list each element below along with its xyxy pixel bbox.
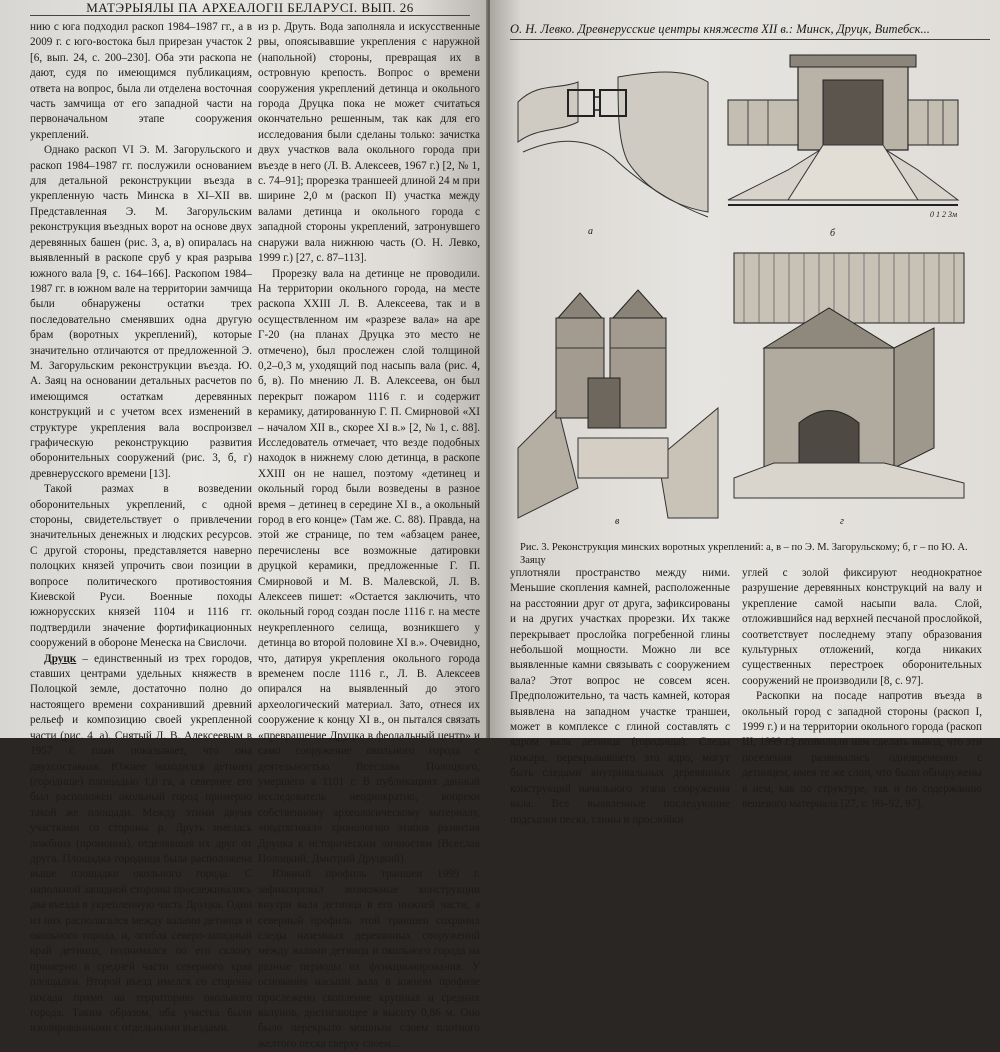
paragraph-text: Южный профиль траншеи 1999 г. зафиксировал возможные конструкции внутри вала детинца в его нижней части, а северный профиль этой траншеи сохранил следы наземных деревянных сооружений между валами детинца и окольного города на разные периоды их функционирования. У основания насыпи вала в южном профиле прослежено скопление крупных и средних валунов, достигающее в высоту 0,86 м. Оно было перекрыто мощным слоем плотного желтого песка сверху слоем... [258, 868, 480, 1050]
paragraph-text: из р. Друть. Вода заполняла и искусственные рвы, опоясывавшие укрепления с наружной (напольной) стороны, превращая их в островную крепость. Вопрос о времени сооружения укреплений детинца и окольного города Друцка пока не может считаться окончательно решенным, так как для его исследования были сделаны только: зачистка двух участков вала окольного города при въезде в него (Л. В. Алексеев, 1967 г.) [2, № 1, с. 74–91]; прорезка траншеей длиной 24 м при ширине 2,0 м (раскоп II) участка между валами детинца и окольного города с западной стороны укреплений, затронувшего снаружи вала нижнюю часть (О. Н. Левко, 1999 г.) [27, с. 87–113]. [258, 21, 480, 265]
right-page-column-1 [510, 566, 730, 826]
paragraph [30, 482, 252, 651]
figure-3-caption: Рис. 3. Реконструкция минских воротных укреплений: а, в – по Э. М. Загорульскому; б, г – по Ю. А. Заяцу [520, 542, 968, 566]
paragraph [258, 20, 480, 267]
left-page-column-1 [30, 20, 252, 1035]
running-header-left: МАТЭРЫЯЛЫ ПА АРХЕАЛОГІІ БЕЛАРУСІ. ВЫП. 26 [30, 0, 470, 16]
paragraph-text: уплотняли пространство между ними. Меньшие скопления камней, расположенные на расстоянии друг от друга, зафиксированы и на других участках прорезки. Их также перекрывает прослойка погребенной глины небольшой мощности. Можно ли все выявленные камни связывать с сооружением вала? Этот вопрос не совсем ясен. Предположительно, та часть камней, которая выявлена на западном участке траншеи, может в комплексе с глиной составлять с ядром вала детинца (городища). Следы пожара, перекрывавшего это ядро, могут быть следами внутривальных деревянных конструкций начального этапа сооружения вала. Все выявленные последующие подсыпки песка, глины и прослойки [510, 567, 730, 826]
paragraph-text: Раскопки на посаде напротив въезда в окольный город с западной стороны (раскоп I, 1999 г.) и на территории окольного города (раскоп III, 1999 г.) позволили нам сделать вывод, что эти поселения развивались одновременно с детинцем, имея те же слои, что были обнаружены в нем, как по структуре, так и по содержанию вещевого материала [27, с. 90–92, 97]. [742, 690, 982, 811]
paragraph [742, 689, 982, 812]
term-highlight: Друцк [44, 652, 77, 665]
paragraph [510, 566, 730, 828]
paragraph-text: углей с золой фиксируют неоднократное разрушение деревянных конструкций на валу и укрепление самой насыпи вала. Слой, отложившийся над верхней песчаной прослойкой, соответствует последнему этапу образования культурных отложений, когда никаких существенных перестроек оборонительных сооружений не производили [8, с. 97]. [742, 567, 982, 687]
figure-label-v: в [615, 516, 620, 527]
figure-b-gate-reconstruction [728, 50, 958, 220]
paragraph-text: Прорезку вала на детинце не проводили. На территории окольного города, на месте раскопа XXIII Л. В. Алексеева, так и в осуществленном им «разрезе вала» на арe Г-20 (на планах Друцка это место не отмечено), был прослежен слой толщиной 0,2–0,3 м, уходящий под насыпь вала (рис. 4, б, в). По мнению Л. В. Алексеева, он был перекрыт пожаром 1116 г. и содержит керамику, датированную Г. П. Смирновой «XI – началом XII в., скорее XI в.» [2, № 1, с. 88]. Исследователь отмечает, что везде подобных находок в нижнему слою детинца, в раскопе XXIII он не нашел, поэтому «детинец и окольный город были возведены в разное время – детинец в середине XI в., а окольный город в его конце» (Там же. С. 88). Правда, на этой же странице, по тем «абзацем ранее, перечислены все возможные датировки друцкой керамики, предложенные Г. П. Смирновой и М. В. Малевской, Л. В. Алексеев пишет: «Остается заключить, что окольный город создан после 1116 г. на месте неукрепленного селища, возникшего у детинца во второй половине XI в.». Очевидно, что, датируя укрепления окольного города временем после 1116 г., Л. В. Алексеев опирался на выявленный до этого археологический материал. Зато, отнеся их сооружение к концу XI в., он пытался связать «превращение Друцка в феодальный центр» и само сооружение окольного города с деятельностью Всеслава Полоцкого, умершего в 1101 г. В публикациях данный исследователь неоднократно, вопреки собственному археологическому материалу, «подтягивал» хронологию этапов развития Друцка к историческим личностям (Всеслав Полоцкий, Дмитрий Друцкий). [258, 267, 480, 865]
paragraph [30, 143, 252, 482]
paragraph [742, 566, 982, 689]
figure-label-g: г [840, 516, 844, 527]
figure-scale-label: 0 1 2 3м [930, 210, 958, 219]
right-page-column-2 [742, 566, 982, 811]
figure-v-towers-drawing [518, 288, 718, 518]
paragraph-text: – единственный из трех городов, ставших центрами удельных княжеств в Полоцкой земле, достаточно полно до настоящего времени сохранивший древний рельеф и композицию своей укрепленной части (рис. 4, а). Снятый Л. В. Алексеевым в 1957 г. план показывает, что она двухсоставная. Южнее находился детинец (городище) площадью 1,0 га, а севернее его был расположен окольный город примерно такой же площади. Между этими двумя участками со стороны р. Друть имелась ложбина (промоина), отделявшая их друг от друга. Площадка городища была расположена выше площадки окольного города. С напольной западной стороны прослеживались два въезда в укрепленную часть Друцка. Один из них располагался между валами детинца и окольного города, и, огибая северо-западный край детинца, поднимался по его склону примерно в средней части северного края площадки. Второй въезд имелся со стороны посада прямо на территорию окольного города. Таким образом, оба участка были изолированными с отдельными въездами. [30, 652, 252, 1035]
paragraph [258, 867, 480, 1052]
paragraph-text: Однако раскоп VI Э. М. Загорульского и раскоп 1984–1987 гг. послужили основанием для детальной реконструкции въезда в укрепленную часть Минска в XI–XII вв. Представленная Э. М. Загорульским реконструкция въездных ворот на основе двух деревянных башен (рис. 3, а, в) опиралась на выявленный в раскопе сруб у края разрыва южного вала [9, с. 164–166]. Раскопом 1984–1987 гг. в южном вале на территории замчища были обнаружены остатки трех последовательно сменявших одна другую брам (воротных укреплений), которые значительно отличаются от предложенной Э. М. Загорульским реконструкции въезда. Ю. А. Заяц на основании детальных расчетов по имеющимся остаткам деревянных конструкций и с учетом всех изменений в структуре укрепления вала воспроизвел графическую реконструкцию развития оборонительных сооружений (рис. 3, б, г) древнерусского времени [13]. [30, 144, 252, 480]
paragraph [30, 20, 252, 143]
left-page-column-2 [258, 20, 480, 1050]
paragraph [258, 267, 480, 868]
figure-label-b: б [830, 228, 836, 239]
right-page [490, 0, 1000, 826]
paragraph [30, 652, 252, 1037]
figure-label-a: а [588, 226, 593, 237]
paragraph-text: Такой размах в возведении оборонительных укреплений, с одной стороны, свидетельствует о привлечении значительных денежных и людских ресурсов. С другой стороны, представляется наверно полоцких князей упрочить свои позиции в вопросе политического противостояния Киевской Руси. Военные походы южнорусских князей 1104 и 1116 гг. подтвердили значение фортификационных сооружений в обороне Менеска на Свислочи. [30, 483, 252, 650]
figure-a-plan-drawing [518, 42, 708, 222]
left-page [0, 0, 488, 1050]
running-header-right: О. Н. Левко. Древнерусские центры княжеств XII в.: Минск, Друцк, Витебск... [510, 22, 990, 40]
figure-g-gatehouse-drawing [734, 248, 964, 498]
paragraph-text: нию с юга подходил раскоп 1984–1987 гг., а в 2009 г. с юго-востока был прирезан участок 2 [6, вып. 24, с. 200–230]. Оба эти раскопа не дают, судя по имеющимся публикациям, ответа на вопрос, была ли отделена восточная часть замчища от его западной части на первоначальном этапе сооружения укреплений. [30, 21, 252, 141]
